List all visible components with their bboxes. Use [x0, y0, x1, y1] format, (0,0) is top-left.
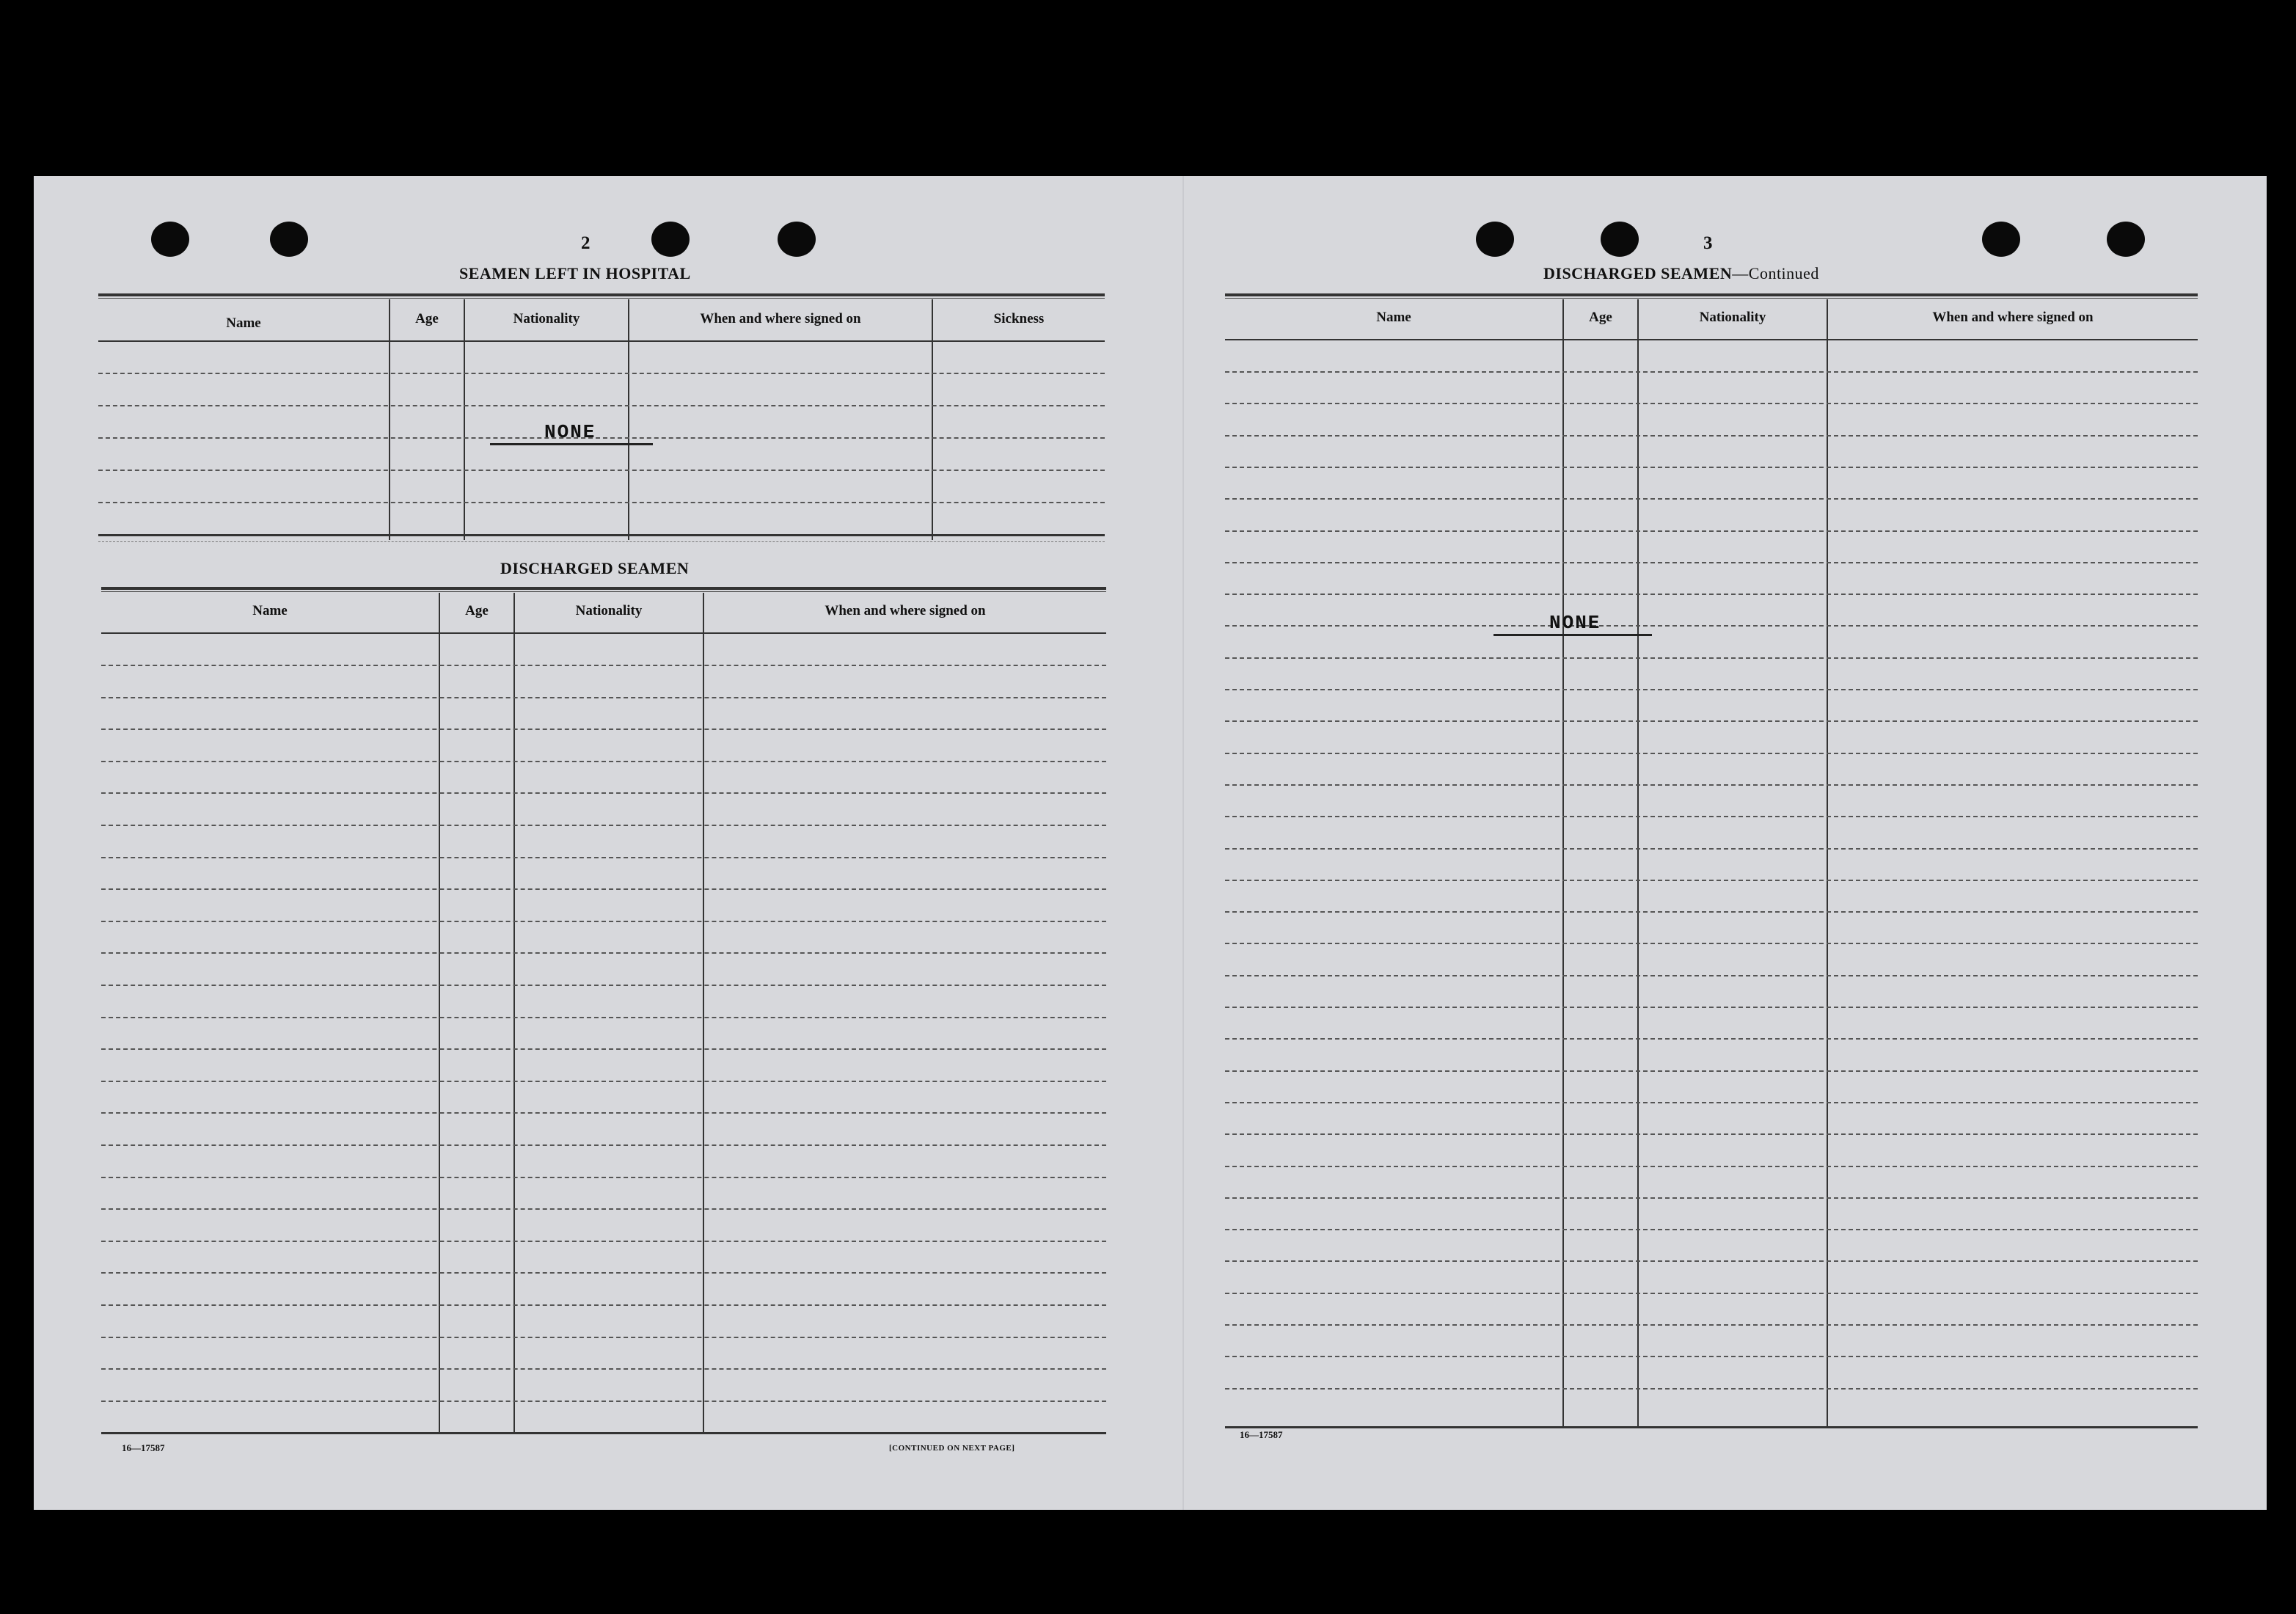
table-row-line: [101, 1177, 1106, 1178]
document-spread: [34, 176, 2267, 1510]
section-title-text: DISCHARGED SEAMEN: [1543, 264, 1733, 282]
col-header-nationality: Nationality: [575, 603, 643, 618]
col-header-when-where: When and where signed on: [1932, 310, 2094, 325]
hospital-none-underline: [490, 443, 653, 445]
table-row-line: [101, 729, 1106, 730]
table-row-line: [101, 1368, 1106, 1370]
table-bottom-line: [1225, 1426, 2198, 1428]
col-header-nationality: Nationality: [1699, 310, 1766, 325]
punch-hole: [1601, 222, 1639, 257]
table-row-line: [101, 665, 1106, 666]
page-fold: [1182, 176, 1184, 1510]
table-row-line: [1225, 1102, 2198, 1103]
hospital-none-entry: NONE: [544, 421, 596, 443]
section-title-discharged-continued: [1543, 264, 1819, 283]
table-row-line: [1225, 562, 2198, 563]
table-row-line: [101, 1304, 1106, 1306]
table-row-line: [1225, 371, 2198, 373]
page-number: 3: [1703, 233, 1713, 253]
col-header-when-where: When and where signed on: [825, 603, 986, 618]
discharged-table: [101, 587, 1106, 1614]
form-number: 16—17587: [122, 1442, 165, 1453]
col-header-name: Name: [252, 603, 288, 618]
table-row-line: [1225, 1197, 2198, 1199]
col-header-age: Age: [1589, 310, 1612, 325]
table-row-line: [1225, 1324, 2198, 1326]
table-row-line: [1225, 816, 2198, 817]
table-row-line: [1225, 848, 2198, 850]
table-row-line: [101, 1144, 1106, 1146]
table-row-line: [1225, 975, 2198, 976]
col-header-sickness: Sickness: [993, 311, 1045, 326]
table-row-line: [1225, 530, 2198, 532]
table-row-line: [101, 1401, 1106, 1402]
col-header-nationality: Nationality: [513, 311, 580, 326]
form-number: 16—17587: [1240, 1429, 1283, 1440]
table-row-line: [101, 1241, 1106, 1242]
table-row-line: [1225, 1356, 2198, 1357]
punch-hole: [1982, 222, 2020, 257]
punch-hole: [1476, 222, 1514, 257]
table-row-line: [101, 697, 1106, 698]
table-row-line: [1225, 594, 2198, 595]
table-row-line: [101, 792, 1106, 794]
table-row-line: [1225, 1038, 2198, 1040]
punch-hole: [151, 222, 189, 257]
table-bottom-line: [101, 1432, 1106, 1434]
table-row-line: [1225, 720, 2198, 722]
discharged-continued-table: [1225, 293, 2198, 1321]
table-row-line: [1225, 689, 2198, 690]
table-row-line: [1225, 1133, 2198, 1135]
table-row-line: [1225, 943, 2198, 944]
col-header-name: Name: [1376, 310, 1411, 325]
col-header-name: Name: [226, 315, 261, 331]
table-row-line: [1225, 1229, 2198, 1230]
section-title-hospital: SEAMEN LEFT IN HOSPITAL: [459, 264, 691, 282]
table-row-line: [1225, 1166, 2198, 1167]
table-row-line: [1225, 403, 2198, 404]
table-row-line: [1225, 435, 2198, 437]
table-row-line: [101, 1337, 1106, 1338]
col-header-age: Age: [465, 603, 489, 618]
punch-hole: [2107, 222, 2145, 257]
punch-hole: [270, 222, 308, 257]
punch-hole: [778, 222, 816, 257]
section-title-suffix: —Continued: [1732, 264, 1819, 282]
table-row-line: [101, 761, 1106, 762]
table-row-line: [1225, 1293, 2198, 1294]
table-row-line: [1225, 657, 2198, 659]
table-row-line: [1225, 784, 2198, 786]
table-row-line: [1225, 625, 2198, 627]
table-row-line: [101, 1112, 1106, 1114]
table-row-line: [101, 888, 1106, 890]
table-row-line: [101, 825, 1106, 826]
table-row-line: [1225, 1007, 2198, 1008]
table-row-line: [101, 857, 1106, 858]
table-row-line: [1225, 911, 2198, 913]
table-row-line: [101, 1081, 1106, 1082]
table-row-line: [1225, 1388, 2198, 1390]
table-row-line: [1225, 753, 2198, 754]
col-header-age: Age: [415, 311, 439, 326]
table-row-line: [101, 1048, 1106, 1050]
table-row-line: [101, 921, 1106, 922]
table-row-line: [1225, 1070, 2198, 1072]
table-row-line: [101, 1208, 1106, 1210]
table-row-line: [1225, 467, 2198, 468]
continued-note: [CONTINUED ON NEXT PAGE]: [889, 1444, 1015, 1453]
table-row-line: [1225, 880, 2198, 881]
table-row-line: [101, 985, 1106, 986]
col-header-when-where: When and where signed on: [700, 311, 861, 326]
discharged-none-entry: NONE: [1549, 612, 1601, 634]
section-title-discharged: DISCHARGED SEAMEN: [500, 559, 690, 577]
punch-hole: [651, 222, 690, 257]
discharged-none-underline: [1494, 634, 1652, 636]
table-row-line: [101, 1017, 1106, 1018]
table-row-line: [101, 1272, 1106, 1274]
table-row-line: [101, 952, 1106, 954]
page-number: 2: [581, 233, 591, 253]
table-row-line: [1225, 1260, 2198, 1262]
table-row-line: [1225, 498, 2198, 500]
